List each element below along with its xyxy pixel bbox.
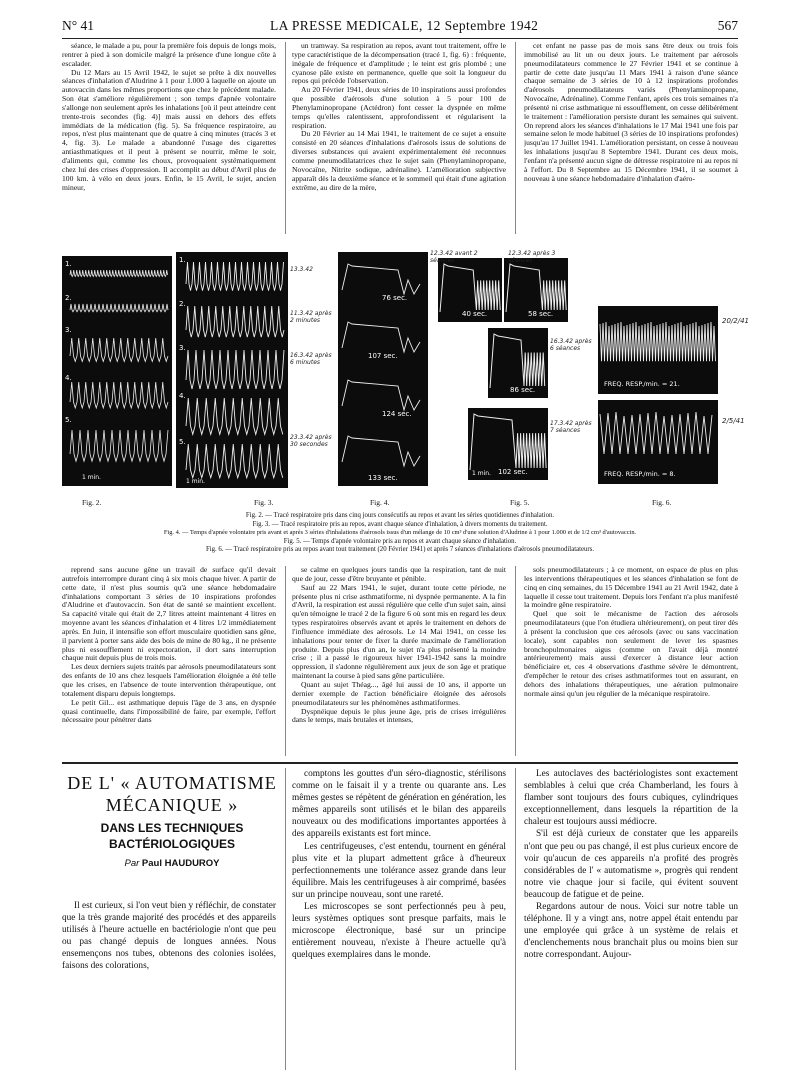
fig5-panel-2: [504, 258, 568, 322]
time-scale: 1 min.: [82, 474, 101, 481]
article-column-3: [524, 768, 738, 1070]
paragraph: Les microscopes se sont perfectionnés peu à peu, leurs systèmes optiques sont presque parfaits, mais le microscope électronique, basé sur un principe entièrement nouveau, n'existe à l'heure actuelle qu'à quelques exemplaires dans le monde.: [292, 902, 506, 961]
fig4-label: Fig. 4.: [370, 498, 390, 507]
fig3-panel: [176, 252, 288, 488]
figures-plate: [58, 248, 749, 510]
issue-date: 12 Septembre 1942: [426, 18, 539, 33]
paragraph: Les autoclaves des bactériologistes sont exactement semblables à celui que créa Chamberland, les fours à flamber sont toujours des fours cubiques, cylindriques exceptionnellement, dans lesquels la répartition de la chaleur est toujours aussi médiocre.: [524, 769, 738, 828]
text-column-mid-2: [292, 566, 506, 756]
apnea-time: 86 sec.: [510, 386, 536, 394]
fig2-trace-1: [70, 270, 168, 277]
fig4-trace-2: [342, 322, 420, 352]
apnea-time: 76 sec.: [382, 294, 408, 302]
trace-number: 4.: [179, 392, 186, 400]
text-column-top-3: [524, 42, 738, 234]
caption: Fig. 4. — Temps d'apnée volontaire pris avant et après 3 séries d'inhalations d'aérosols issus d'un mélange de 10 cm³ d'une solution d'Aludrine à 1 pour 1.000 et de 1/2 cm³ d'autovaccin.: [163, 529, 637, 537]
resp-frequency: FREQ. RESP./min. = 21.: [604, 380, 680, 388]
time-scale: 1 min.: [186, 478, 205, 485]
fig5-note: 12.3.42 avant 2 séances: [430, 250, 478, 264]
text-column-mid-3: [524, 566, 738, 756]
paragraph: Du 12 Mars au 15 Avril 1942, le sujet se prête à dix nouvelles séances d'inhalation d'Aludrine à 1 pour 1.000 à laquelle on ajoute un autovaccin dans les mêmes proportions que chez le précédent malade. Son état s'améliore régulièrement ; son temps d'apnée volontaire s'allonge non seulement après les inhalations [où il peut atteindre cent trente-trois secondes (fig. 4)] mais aussi en dehors des effets immédiats de la médication (fig. 5). Sa fréquence respiratoire, au repos, n'est plus maintenant que de quatre à cinq minutes (tracés 3 et 4, fig. 3). Le malade a abandonné l'usage des cigarettes antiasthmatiques et il peut à présent se nourrir, même le soir, d'aliments qui, comme les choux, provoquaient systématiquement chez lui des crises d'oppression. Il accomplit au début d'Avril plus de 100 km. à vélo en deux jours. Enfin, le 15 Avril, le sujet, ancien mineur,: [62, 67, 276, 192]
fig4-trace-4: [342, 436, 420, 466]
paragraph: cet enfant ne passe pas de mois sans être deux ou trois fois immobilisé au lit un ou deux jours. Le traitement par aérosols pneumodilatateurs commence le 27 Février 1941 et se continue à partir de cette date jusqu'au 11 Mars 1941 à raison d'une séance chaque semaine de 3 séries de 10 à 12 inspirations profondes d'aérosols pneumodilatateurs variés (Phenylaminopropane, Novocaïne, Adrénaline). Comme l'enfant, après ces trois semaines n'a présenté ni crise asthmatique ni essoufflement, on cesse délibérément le traitement : l'amélioration persiste durant les semaines qui suivent. On reprend alors les séances d'inhalations le 17 Mai 1941 une fois par semaine selon le mode habituel (3 séries de 10 inspirations profondes) jusqu'au 17 Juillet 1941. L'amélioration persistant, on cesse à nouveau les inhalations jusqu'au 8 Septembre 1941. Durant ces deux mois, l'enfant n'a présenté aucun signe de détresse respiratoire ni au repos ni à l'effort. Du 8 Septembre au 15 Décembre 1941, il se soumet à nouveau à une séance hebdomadaire d'inhalation d'aéro-: [524, 42, 738, 183]
trace-number: 5.: [65, 416, 72, 424]
fig5-panel-1: [438, 258, 502, 322]
fig4-panel: [338, 252, 428, 486]
fig5-note: 12.3.42 après 3 séances: [508, 250, 556, 264]
paragraph: Le petit Gil... est asthmatique depuis l'âge de 3 ans, en dyspnée quasi continuelle, dans l'impossibilité de faire, par exemple, l'effort nécessaire pour pénétrer dans: [62, 697, 276, 725]
paragraph: Du 20 Février au 14 Mai 1941, le traitement de ce sujet a ensuite consisté en 20 séances d'inhalations d'aérosols issus de solutions de diverses substances qui avaient expérimentalement été reconnues comme pneumodilatatrices chez le sujet sain (Phenylaminopropane, Novocaïne, Nitrite sodique, adrénaline). L'amélioration subjective apparaît dès la deuxième séance et le sommeil qui était d'une agitation extrême, au dire de la mère,: [292, 129, 506, 192]
article-heading: [62, 772, 282, 869]
page-header: [62, 18, 738, 34]
paragraph: S'il est déjà curieux de constater que les appareils n'ont que peu ou pas changé, il est plus curieux encore de voir qu'aucun de ces appareils n'a profité des progrès considérables de l' « automatisme », progrès qui rendent notre vie chaque jour si facile, qui évitent souvent beaucoup de fatigue et de peine.: [524, 829, 738, 900]
fig2-trace-4: [70, 382, 168, 408]
journal-title: LA PRESSE MEDICALE, 12 Septembre 1942: [270, 18, 539, 33]
header-rule: [62, 38, 738, 39]
fig3-trace-1: [186, 262, 284, 291]
page-number: 567: [717, 18, 738, 33]
article-column-2: [292, 768, 506, 1070]
paragraph: Il est curieux, si l'on veut bien y réfléchir, de constater que la très grande majorité des procédés et des appareils utilisés à l'heure actuelle en bactériologie n'ont que peu ou pas changé depuis de longues années. Nous ensemençons nos tubes, obtenons des colonies isolées, faisons des colorations,: [62, 901, 276, 972]
fig6-panel-1: [598, 306, 718, 394]
paragraph: Les deux derniers sujets traités par aérosols pneumodilatateurs sont des enfants de 10 ans chez lesquels l'amélioration éloignée a été telle que les crises, en l'absence de toute intervention thérapeutique, ont totalement disparu depuis longtemps.: [62, 662, 276, 698]
fig3-trace-5: [186, 444, 283, 478]
column-divider: [285, 768, 286, 1070]
paragraph: Regardons autour de nous. Voici sur notre table un téléphone. Il y a vingt ans, notre appel était entendu par une employée qui grâce à un système de relais et d'enclenchements nous branchait plus ou moins bien sur notre correspondant. Aujour-: [524, 902, 738, 961]
apnea-time: 40 sec.: [462, 310, 488, 318]
text-column-top-2: [292, 42, 506, 234]
paragraph: sols pneumodilatateurs ; à ce moment, on espace de plus en plus les interventions thérapeutiques et les séances d'inhalation se font de cinq en cinq semaines, du 15 Décembre 1941 au 21 Avril 1942, date à laquelle il cesse tout traitement. Depuis lors l'enfant n'a plus manifesté la moindre gêne respiratoire.: [524, 566, 738, 610]
column-divider: [515, 42, 516, 234]
fig4-traces: [338, 252, 428, 486]
fig3-note: 13.3.42: [290, 266, 313, 273]
fig6-date: 2/5/41: [722, 417, 745, 425]
fig6-panel-2: [598, 400, 718, 484]
fig5-panel-3: [488, 328, 548, 398]
fig2-trace-5: [70, 430, 168, 461]
caption: Fig. 5. — Temps d'apnée volontaire pris au repos et avant chaque séance d'inhalation.: [283, 537, 517, 545]
fig3-label: Fig. 3.: [254, 498, 274, 507]
column-divider: [285, 42, 286, 234]
caption: Fig. 6. — Tracé respiratoire pris au repos avant tout traitement (20 Février 1941) et après 7 séances d'inhalations d'aérosols pneumodilatateurs.: [205, 546, 595, 554]
paragraph: séance, le malade a pu, pour la première fois depuis de longs mois, rentrer à pied à son domicile malgré la présence d'une longue côte à escalader.: [62, 42, 276, 68]
trace-number: 5.: [179, 438, 186, 446]
apnea-time: 133 sec.: [368, 474, 398, 482]
fig3-note: 11.3.42 après 2 minutes: [290, 310, 332, 324]
paragraph: Les centrifugeuses, c'est entendu, tournent en général plus vite et la plupart admettent grâce à d'heureux perfectionnements une tolérance assez grande dans leur équilibre. Mais les centrifugeuses à air comprimé, basées sur un principe nouveau, sont une rareté.: [292, 841, 506, 900]
column-divider: [515, 768, 516, 1070]
fig2-traces: [62, 256, 172, 486]
fig2-panel: [62, 256, 172, 486]
fig3-note: 23.3.42 après 30 secondes: [290, 434, 332, 448]
paragraph: Dyspnéique depuis le plus jeune âge, pris de crises irrégulières dans le temps, mais brutales et intenses,: [292, 706, 506, 725]
fig4-trace-3: [342, 380, 420, 410]
fig3-trace-2: [186, 306, 284, 337]
apnea-time: 102 sec.: [498, 468, 528, 476]
paragraph: Quant au sujet Théag..., âgé lui aussi de 10 ans, il apporte un dernier exemple de l'action bénéficiaire éloignée des aérosols pneumodilatateurs sur les phénomènes asthmatiformes.: [292, 679, 506, 707]
fig3-note: 16.3.42 après 6 minutes: [290, 352, 332, 366]
fig5-label: Fig. 5.: [510, 498, 530, 507]
article-title: DE L' « AUTOMATISME MÉCANIQUE »: [67, 773, 277, 815]
text-column-mid-1: [62, 566, 276, 756]
column-divider: [285, 566, 286, 756]
resp-frequency: FREQ. RESP./min. = 8.: [604, 470, 676, 478]
fig5-note: 17.3.42 après 7 séances: [550, 420, 592, 434]
article-separator: [62, 762, 738, 764]
trace-number: 4.: [65, 374, 72, 382]
paragraph: comptons les gouttes d'un séro-diagnostic, stérilisons comme on le faisait il y a trente ou quarante ans. Les mêmes gestes se répètent de génération en génération, les mêmes appareils sont utilisés et le bilan des appareils nouveaux ou des modifications importantes apportées à des appareils existants est fort mince.: [292, 769, 506, 840]
fig2-label: Fig. 2.: [82, 498, 102, 507]
fig4-trace-1: [342, 264, 420, 294]
fig3-trace-3: [186, 350, 284, 389]
issue-number: N° 41: [62, 18, 95, 33]
fig5-panel-4: [468, 408, 548, 480]
fig5-note: 16.3.42 après 6 séances: [550, 338, 592, 352]
figure-captions: [62, 512, 738, 555]
time-scale: 1 min.: [472, 470, 491, 477]
paragraph: se calme en quelques jours tandis que la respiration, tant de nuit que de jour, cesse d'être bruyante et pénible.: [292, 566, 506, 583]
apnea-time: 124 sec.: [382, 410, 412, 418]
text-column-top-1: [62, 42, 276, 234]
article-subtitle: DANS LES TECHNIQUES BACTÉRIOLOGIQUES: [100, 821, 244, 851]
trace-number: 3.: [179, 344, 186, 352]
fig2-trace-3: [70, 338, 168, 361]
article-byline: Par Paul HAUDUROY: [124, 858, 220, 869]
apnea-time: 107 sec.: [368, 352, 398, 360]
paragraph: un tramway. Sa respiration au repos, avant tout traitement, offre le type caractéristique de la décompensation (tracé 1, fig. 6) : fréquente, inégale de fréquence et d'amplitude ; le teint est gris plombé ; une cyanose pâle existe en permanence, quelle que soit la longueur du repos qui précède l'observation.: [292, 42, 506, 86]
column-divider: [515, 566, 516, 756]
fig3-traces: [176, 252, 288, 488]
fig6-date: 20/2/41: [722, 317, 749, 325]
fig2-trace-2: [70, 304, 168, 312]
trace-number: 2.: [65, 294, 72, 302]
trace-number: 3.: [65, 326, 72, 334]
paragraph: Quel que soit le mécanisme de l'action des aérosols pneumodilatateurs (que l'on étudiera ultérieurement), on peut tirer dès à présent la conclusion que ces aérosols (avec ou sans vaccination locale), sont capables non seulement de lever les spasmes bronchopulmonaires aigus (comme on l'avait déjà montré antérieurement) mais aussi d'exercer à distance leur action bénéficiaire et, ces 4 observations d'asthme sévère le démontrent, d'empêcher le retour des crises asthmatiformes tout en assurant, en dehors des inhalations thérapeutiques, une aération pulmonaire normale ainsi qu'un jeu régulier de la mécanique respiratoire.: [524, 609, 738, 698]
article-column-1: [62, 900, 276, 1070]
trace-number: 1.: [65, 260, 72, 268]
paragraph: Au 20 Février 1941, deux séries de 10 inspirations aussi profondes que possible d'aérosols d'une solution à 5 pour 100 de Phenylaminopropane (Actédron) font cesser la dyspnée en même temps qu'elles ralentissent, approfondissent et régularisent la respiration.: [292, 85, 506, 130]
trace-number: 2.: [179, 300, 186, 308]
fig3-trace-4: [186, 398, 283, 434]
trace-number: 1.: [179, 256, 186, 264]
paragraph: Sauf au 22 Mars 1941, le sujet, durant toute cette période, ne présente plus ni crise asthmatiforme, ni dyspnée permanente. A la fin d'Avril, la respiration est aussi régulière que celle d'un sujet sain, ainsi qu'en témoigne le tracé 2 de la figure 6 où sont mis en regard les deux types respiratoires observés avant et après le traitement en dehors de l'influence immédiate des aérosols. Le 14 Mai 1941, on cesse les inhalations pour tenter de fixer la durée maximale de l'amélioration produite. Depuis plus d'un an, le sujet n'a plus présenté la moindre crise ; il a passé le rigoureux hiver 1941-1942 sans la moindre oppression, il s'adonne régulièrement aux jeux de son âge et pratique maintenant la course à pied sans gêne particulière.: [292, 582, 506, 681]
paragraph: reprend sans aucune gêne un travail de surface qu'il devait autrefois interrompre durant cinq à six mois chaque hiver. A partir de cette date, il n'est plus soumis qu'à une séance hebdomadaire d'inhalations comportant 3 séries de 10 inspirations profondes d'Aludrine et d'autovaccin. Son état de santé se maintient excellent. Sa capacité vitale qui était de 2,7 litres atteint maintenant 4 litres en moyenne avant les séances d'inhalation et 4 litres 1/2 immédiatement après. En Juin, il intensifie son effort musculaire quotidien sans gêne, il parvient à porter sans aide des bois de mine de 80 kg., il ne présente plus ni essoufflement ni expectoration, il dort sans interruption chaque nuit depuis plus de trois mois.: [62, 566, 276, 663]
caption: Fig. 2. — Tracé respiratoire pris dans cinq jours consécutifs au repos et avant les séries quotidiennes d'inhalation.: [245, 512, 555, 519]
apnea-time: 58 sec.: [528, 310, 554, 318]
caption: Fig. 3. — Tracé respiratoire pris au repos, avant chaque séance d'inhalation, à divers moments du traitement.: [252, 520, 548, 528]
fig6-label: Fig. 6.: [652, 498, 672, 507]
